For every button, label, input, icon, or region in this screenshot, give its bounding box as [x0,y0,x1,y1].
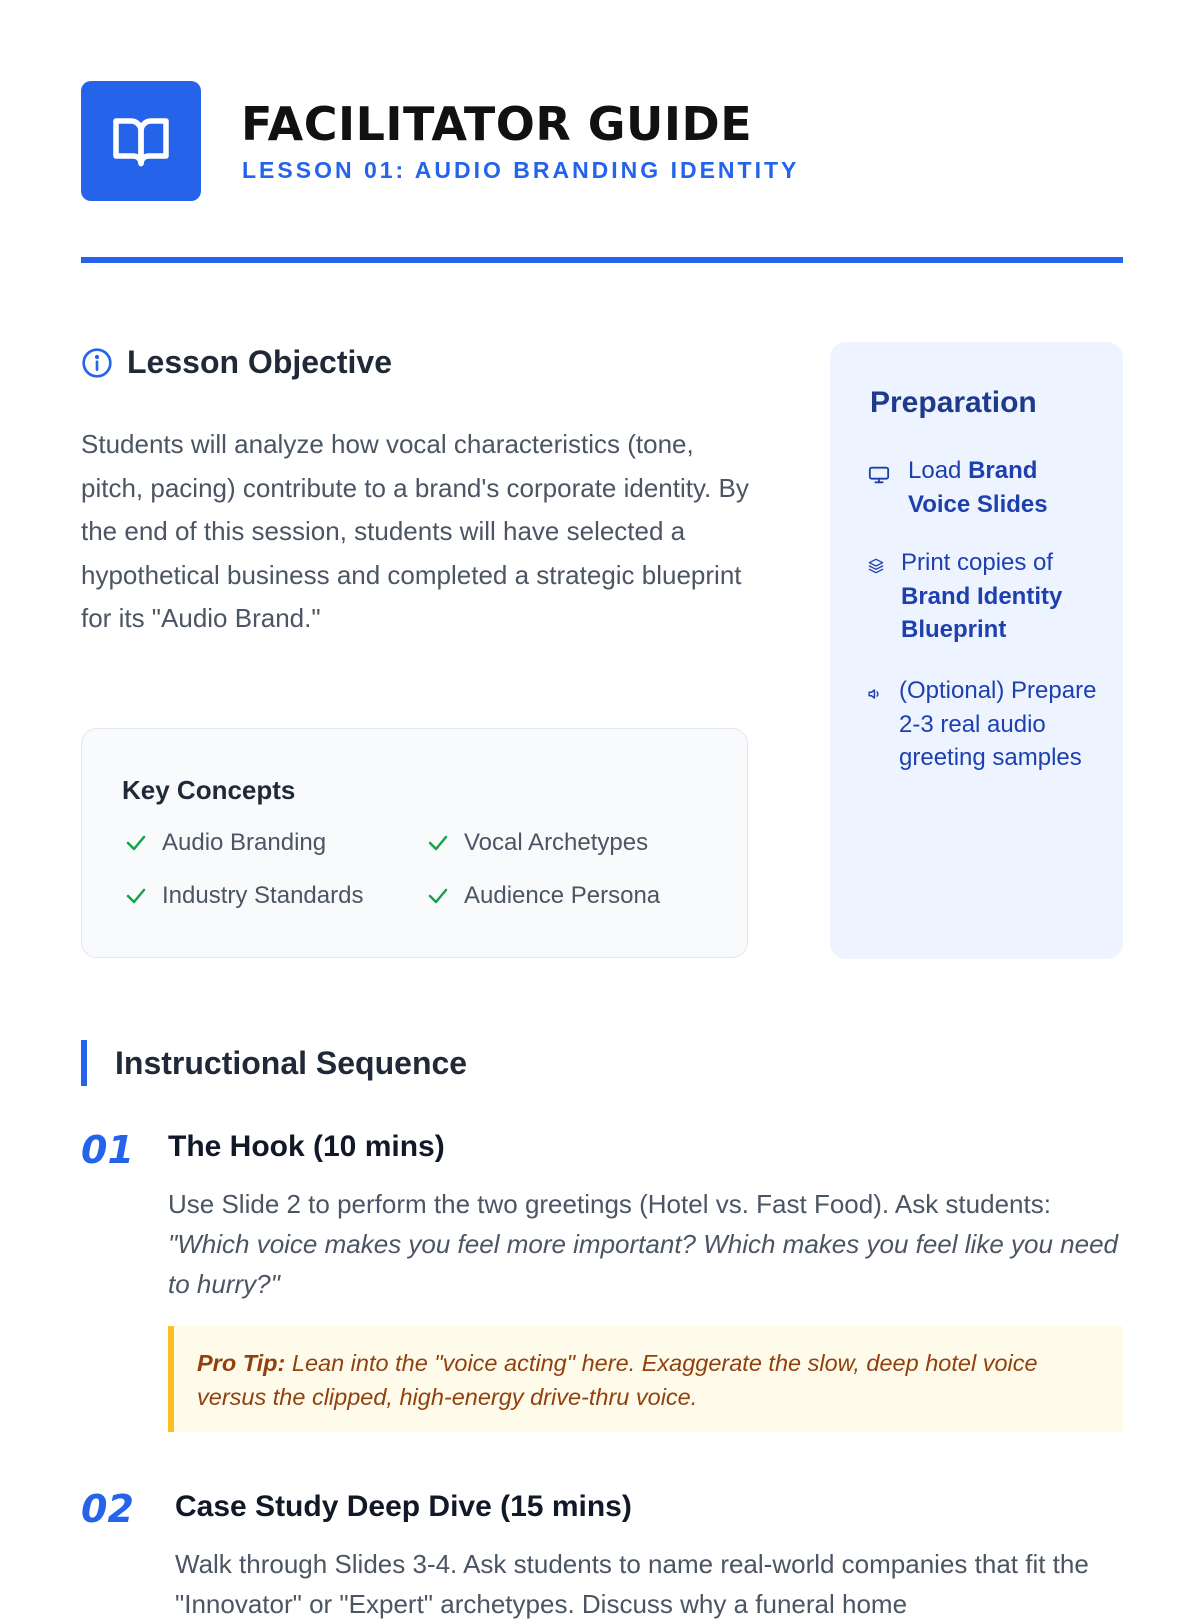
page-subtitle: LESSON 01: AUDIO BRANDING IDENTITY [242,157,800,183]
step-description: Walk through Slides 3-4. Ask students to name real-world companies that fit the "Innovator" or "Expert" archetypes. Discuss why a funeral home [175,1549,1089,1619]
instructional-sequence-heading: Instructional Sequence [115,1044,468,1081]
header [81,81,1123,263]
concept-item [426,882,660,910]
step-number: 01 [81,1128,134,1172]
page-title: FACILITATOR GUIDE [241,97,753,151]
prep-item-blueprint [901,546,1081,647]
check-icon [426,884,450,908]
step-title: Case Study Deep Dive (15 mins) [175,1490,632,1523]
check-icon [426,831,450,855]
pro-tip-text: Lean into the "voice acting" here. Exaggerate the slow, deep hotel voice versus the clipped, high-energy drive-thru voice. [197,1350,1038,1410]
prep-item-slides [908,454,1068,521]
concept-item [426,829,648,857]
key-concepts-card [81,728,748,958]
prep-item-prefix: Print copies of [901,549,1054,576]
concept-label: Audio Branding [162,829,327,856]
concept-label: Audience Persona [464,882,661,909]
preparation-heading: Preparation [870,386,1037,419]
step-description [168,1184,1123,1304]
concept-item [124,882,363,910]
prep-item-prefix: Load [908,457,969,484]
check-icon [124,884,148,908]
audio-icon [868,687,882,701]
concept-label: Industry Standards [162,882,364,909]
prep-item-bold: Brand Identity Blueprint [901,582,1063,643]
monitor-icon [868,464,890,486]
concept-item [124,829,326,857]
key-concepts-heading: Key Concepts [122,775,296,805]
concept-label: Vocal Archetypes [464,829,649,856]
lesson-objective-header [81,344,751,381]
lesson-objective-text: Students will analyze how vocal characteristics (tone, pitch, pacing) contribute to a brand's corporate identity. By the end of this session, students will have selected a hypothetical business and completed a strategic blueprint for its "Audio Brand." [81,429,749,633]
step-title: The Hook (10 mins) [168,1130,445,1163]
book-open-icon [110,111,172,171]
lesson-objective-heading: Lesson Objective [127,344,392,380]
preparation-card [830,342,1123,959]
step-text: Use Slide 2 to perform the two greetings (Hotel vs. Fast Food). Ask students: [168,1189,1051,1219]
prep-item-bold: Brand Voice Slides [908,457,1048,518]
info-icon [81,347,113,379]
layers-icon [868,558,884,574]
prep-item-audio-samples [899,674,1099,775]
lesson-objective-section [81,344,751,641]
pro-tip-label: Pro Tip: [197,1350,286,1376]
check-icon [124,831,148,855]
logo [81,81,201,201]
instructional-sequence-header [81,1040,467,1086]
step-number: 02 [81,1487,134,1531]
step-quote: "Which voice makes you feel more important? Which makes you feel like you need to hurry?" [168,1229,1118,1299]
prep-item-prefix: (Optional) Prepare 2-3 real audio greeting samples [899,677,1097,771]
pro-tip-callout [168,1326,1123,1432]
